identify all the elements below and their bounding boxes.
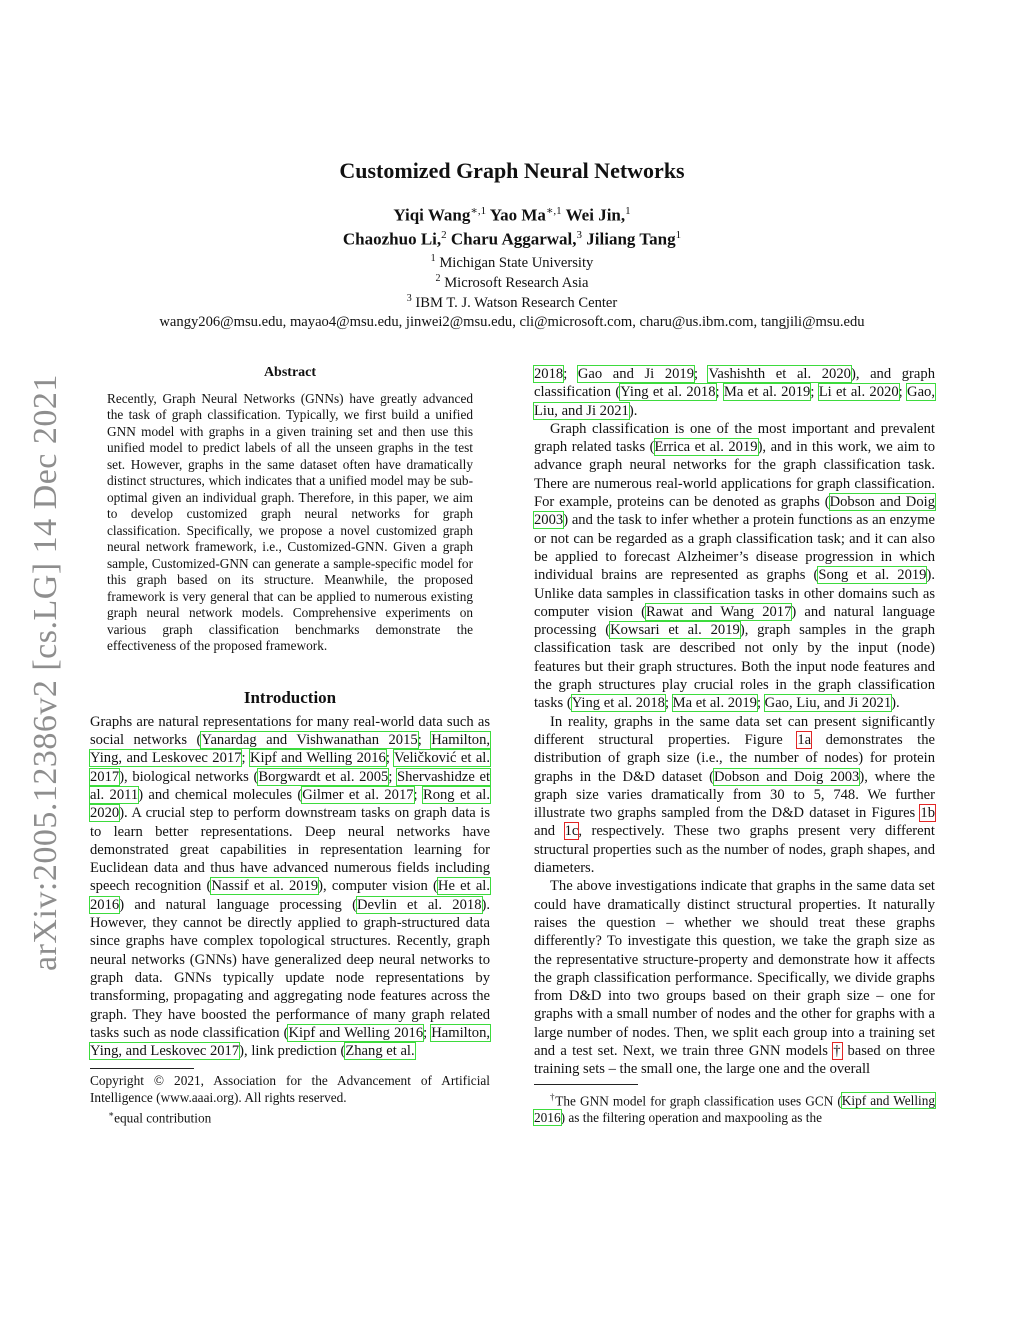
text-run: ; — [694, 366, 709, 382]
footnote-rule — [90, 1068, 194, 1069]
affiliation-number: 2 — [435, 272, 441, 284]
citation-link[interactable]: He et al. 2016 — [90, 878, 491, 913]
affiliation-name: IBM T. J. Watson Research Center — [415, 294, 618, 311]
author-name: Wei Jin, — [565, 206, 626, 226]
citation-link[interactable]: Gao and Ji 2019 — [577, 366, 695, 382]
text-run: ; — [756, 695, 765, 712]
text-run: ; — [388, 768, 398, 785]
author-mark: ∗,1 — [545, 205, 562, 218]
citation-link[interactable]: Vashishth et al. 2020 — [708, 366, 851, 382]
author-name: Jiliang Tang — [586, 229, 676, 249]
text-run: ; — [715, 384, 724, 401]
text-run: ; — [810, 384, 819, 401]
text-run: demonstrates the distribution of graph size (i.e., the number of nodes) for protein graphs in the D&D dataset ( — [534, 731, 935, 785]
text-run: ) and natural language processing ( — [534, 603, 935, 639]
citation-link[interactable]: Kipf and Welling 2016 — [288, 1024, 424, 1041]
citation-link[interactable]: Zhang et al. — [345, 1043, 415, 1060]
text-run: ). Unlike data samples in classification tasks in other domains such as computer vision ( — [534, 567, 935, 620]
citation-link[interactable]: Ma et al. 2019 — [672, 695, 757, 712]
text-run: ; — [385, 750, 395, 767]
arxiv-identifier: arXiv:2005.12386v2 [cs.LG] 14 Dec 2021 — [27, 374, 64, 971]
text-run: ), and graph classification ( — [534, 366, 935, 401]
text-run: ; — [898, 384, 908, 401]
author-name: Charu Aggarwal, — [450, 229, 577, 249]
author-mark: ∗,1 — [470, 205, 487, 218]
figure-ref-link[interactable]: 1a — [797, 731, 812, 748]
citation-link[interactable]: Hamilton, Ying, and Leskovec 2017 — [90, 1024, 491, 1060]
gnn-footnote — [534, 1089, 935, 1126]
copyright-footnote: Copyright © 2021, Association for the Advancement of Artificial Intelligence (www.aaai.org). All rights reserved. — [90, 1073, 490, 1105]
body-paragraph — [534, 877, 935, 1078]
citation-link[interactable]: Hamilton, Ying, and Leskovec 2017 — [90, 732, 491, 767]
body-paragraph — [534, 420, 935, 713]
author-mark: 1 — [625, 205, 631, 218]
affiliation-number: 1 — [430, 252, 436, 264]
citation-link[interactable]: Rawat and Wang 2017 — [645, 603, 792, 620]
citation-link[interactable]: Nassif et al. 2019 — [211, 878, 319, 895]
text-run: , respectively. These two graphs present very different structural properties such as the number of nodes, graph shapes, and diameters. — [534, 823, 935, 877]
text-run: Graphs are natural representations for many real-world data such as social networks ( — [90, 713, 490, 749]
equal-contribution-footnote — [90, 1106, 490, 1127]
figure-ref-link[interactable]: 1b — [920, 805, 935, 822]
affiliation-name: Michigan State University — [439, 254, 594, 271]
text-run: ), and in this work, we aim to advance graph neural networks for the graph classification task. There are numerous real-world applications for graph classification. For example, proteins can be denoted as graphs ( — [534, 439, 936, 511]
paper-title: Customized Graph Neural Networks — [339, 158, 685, 183]
affiliation — [80, 293, 944, 312]
citation-link[interactable]: Kipf and Welling 2016 — [249, 750, 386, 767]
citation-link[interactable]: Kipf and Welling 2016 — [534, 1093, 935, 1125]
text-run: ) and the task to infer whether a protein functions as an enzyme or not can be regarded as a graph classification task; and it can also be applied to forecast Alzheimer’s disease progression in which individual brains are represented as graphs ( — [534, 512, 935, 584]
author-line-2 — [80, 228, 944, 252]
author-name: Yao Ma — [489, 206, 546, 226]
citation-link[interactable]: Dobson and Doig 2003 — [714, 768, 860, 785]
author-mark: 3 — [576, 228, 583, 241]
citation-link[interactable]: Veličković et al. 2017 — [90, 750, 491, 785]
author-mark: 1 — [675, 228, 682, 241]
citation-link[interactable]: Shervashidze et al. 2011 — [90, 768, 490, 803]
abstract-heading: Abstract — [263, 365, 317, 380]
author-name: Chaozhuo Li, — [342, 229, 442, 249]
citation-link[interactable]: Ying et al. 2018 — [620, 384, 716, 401]
citation-link[interactable]: Errica et al. 2019 — [654, 439, 758, 456]
text-run: The GNN model for graph classification uses GCN ( — [555, 1093, 842, 1108]
text-run: Graph classification is one of the most important and prevalent graph related tasks ( — [534, 420, 935, 456]
footnote-text: equal contribution — [114, 1110, 212, 1126]
footnote-mark: † — [550, 1091, 556, 1102]
citation-link[interactable]: Devlin et al. 2018 — [357, 896, 482, 913]
citation-link[interactable]: Ma et al. 2019 — [723, 384, 811, 401]
paper-header — [80, 158, 944, 331]
introduction-heading: Introduction — [243, 687, 337, 707]
text-run: ) and natural language processing ( — [119, 896, 358, 913]
left-column — [90, 365, 490, 1127]
text-run: ). — [628, 402, 638, 419]
text-run: ; — [413, 786, 423, 803]
right-column — [534, 365, 935, 1126]
intro-paragraph — [90, 713, 490, 1061]
citation-link[interactable]: Rong et al. 2020 — [90, 786, 491, 822]
text-run: ). However, they cannot be directly applied to graph-structured data since graphs have complex topological structures. Recently, graph neural networks (GNNs) have generalized deep neural networks to graph data. GNNs typically update node representations by transforming, propagating and aggregating node features across the graph. They have boosted the performance of many graph related tasks such as node classification ( — [90, 896, 491, 1041]
text-run: and — [534, 823, 565, 840]
footnote-mark: ∗ — [108, 1109, 115, 1120]
text-run: ), link prediction ( — [239, 1043, 346, 1060]
text-run: ) and chemical molecules ( — [138, 786, 303, 803]
footnote-rule — [534, 1084, 638, 1085]
text-run: ). A crucial step to perform downstream tasks on graph data is to learn better representations. Deep neural networks have demonstrated great capabilities in representation learning for Euclidean data and thus have advanced numerous fields including speech recognition ( — [90, 805, 490, 895]
citation-link[interactable]: 2018 — [534, 366, 564, 382]
text-run: ). — [891, 695, 900, 712]
citation-link[interactable]: Li et al. 2020 — [818, 384, 899, 401]
body-paragraph — [534, 713, 935, 878]
citation-link[interactable]: Borgwardt et al. 2005 — [258, 768, 389, 785]
text-run: ), biological networks ( — [119, 768, 259, 785]
body-paragraph — [534, 365, 935, 420]
citation-link[interactable]: Dobson and Doig 2003 — [534, 494, 935, 529]
affiliation — [80, 253, 944, 272]
text-run: ), graph samples in the graph classification task are described not only by the input (node) features but their graph structures. Both the input node features and the graph structures play crucial roles in the graph classification tasks ( — [534, 622, 935, 712]
author-name: Yiqi Wang — [393, 206, 471, 226]
author-emails: wangy206@msu.edu, mayao4@msu.edu, jinwei2@msu.edu, cli@microsoft.com, charu@us.ibm.com, tangjili@msu.edu — [159, 313, 865, 330]
text-run: ) as the filtering operation and maxpooling as the — [560, 1109, 823, 1125]
affiliation-name: Microsoft Research Asia — [444, 274, 589, 291]
citation-link[interactable]: Gao, Liu, and Ji 2021 — [534, 384, 935, 419]
citation-link[interactable]: Song et al. 2019 — [818, 567, 927, 584]
author-line-1 — [80, 204, 944, 228]
citation-link[interactable]: Yanardag and Vishwanathan 2015 — [201, 732, 418, 749]
citation-link[interactable]: Kowsari et al. 2019 — [610, 622, 740, 639]
text-run: ; — [241, 750, 250, 767]
text-run: In reality, graphs in the same data set can present significantly different structural properties. Figure — [534, 713, 935, 748]
text-run: ; — [563, 366, 578, 382]
citation-link[interactable]: Gilmer et al. 2017 — [302, 786, 414, 803]
text-run: ), computer vision ( — [318, 878, 438, 895]
affiliation-number: 3 — [406, 292, 412, 304]
footnote-ref-link[interactable]: † — [833, 1042, 843, 1059]
text-run: ; — [417, 732, 432, 749]
citation-link[interactable]: Gao, Liu, and Ji 2021 — [764, 695, 892, 712]
text-run: based on three training sets – the small one, the large one and the overall — [534, 1042, 935, 1078]
citation-link[interactable]: Ying et al. 2018 — [571, 695, 665, 712]
figure-ref-link[interactable]: 1c — [564, 823, 579, 840]
author-mark: 2 — [441, 228, 447, 241]
text-run: ; — [664, 695, 673, 712]
abstract-text: Recently, Graph Neural Networks (GNNs) have greatly advanced the task of graph classification. Typically, we first build a unified GNN model with graphs in a given training set and then use this unified model to predict labels of all the unseen graphs in the test set. However, graphs in the same dataset often have dramatically distinct structures, which indicates that a unified model may be sub-optimal given an individual graph. Therefore, in this paper, we aim to develop customized graph neural networks for graph classification. Specifically, we propose a novel customized graph neural network framework, i.e., Customized-GNN. Given a graph sample, Customized-GNN can generate a sample-specific model for this graph based on its structure. Meanwhile, the proposed framework is very general that can be applied to numerous existing graph neural network models. Comprehensive experiments on various graph classification benchmarks demonstrate the effectiveness of the proposed framework. — [107, 390, 473, 653]
abstract-section — [107, 365, 473, 655]
affiliation — [80, 273, 944, 292]
text-run: ; — [423, 1024, 432, 1041]
text-run: The above investigations indicate that graphs in the same data set could have dramatically distinct structural properties. It naturally raises the question – whether we should treat these graphs differently? To investigate this question, we take the graph size as the representative structure-property and demonstrate how it affects the graph classification performance. Specifically, we divide graphs from D&D into two groups based on their graph size – one for graphs with a small number of nodes and the other for graphs with a large number of nodes. Then, we split each group into a training set and a test set. Next, we train three GNN models — [534, 878, 935, 1059]
text-run: ), where the graph size varies dramatically from 30 to 5, 748. We further illustrate two graphs sampled from the D&D dataset in Figures — [534, 768, 935, 822]
